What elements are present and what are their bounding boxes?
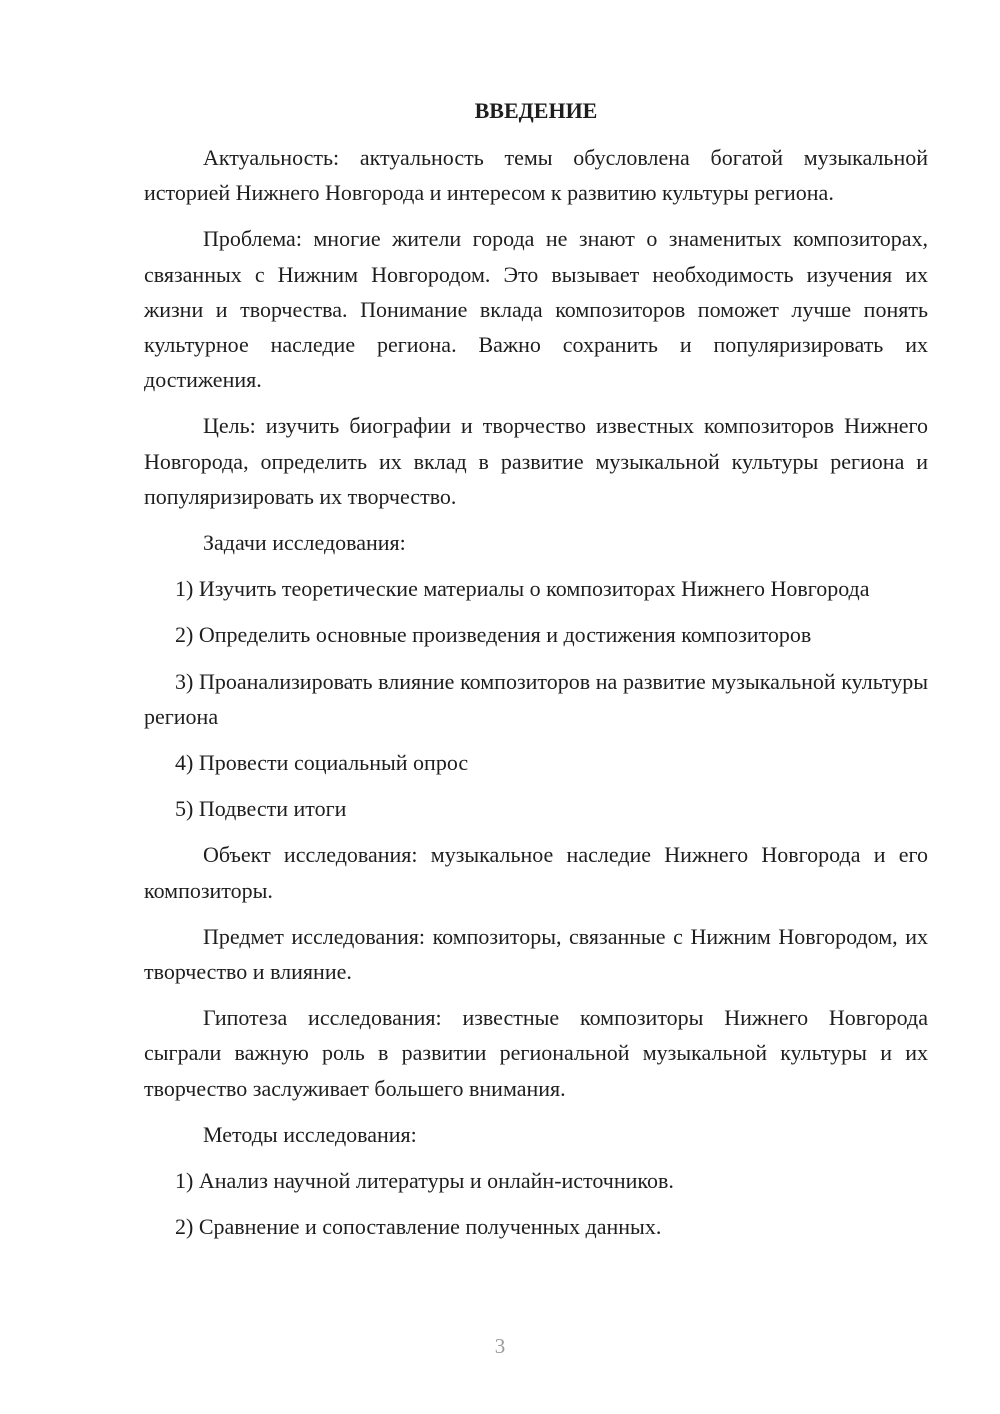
paragraph-subject: Предмет исследования: композиторы, связанные с Нижним Новгородом, их творчество и влияние. xyxy=(144,923,928,985)
page-number: 3 xyxy=(494,1334,506,1358)
tasks-heading: Задачи исследования: xyxy=(203,530,406,556)
section-title: ВВЕДЕНИЕ xyxy=(474,98,598,123)
method-item-1: 1) Анализ научной литературы и онлайн-источников. xyxy=(175,1168,674,1194)
paragraph-relevance: Актуальность: актуальность темы обусловлена богатой музыкальной историей Нижнего Новгорода и интересом к развитию культуры региона. xyxy=(144,145,928,206)
task-item-1: 1) Изучить теоретические материалы о композиторах Нижнего Новгорода xyxy=(175,576,870,602)
paragraph-problem: Проблема: многие жители города не знают о знаменитых композиторах, связанных с Нижним Новгородом. Это вызывает необходимость изучения их жизни и творчества. Понимание вклада композиторов поможет лучше понять культурное наследие региона. Важно сохранить и популяризировать их достижения. xyxy=(144,226,928,393)
paragraph-object: Объект исследования: музыкальное наследие Нижнего Новгорода и его композиторы. xyxy=(144,842,928,903)
document-body xyxy=(144,96,928,1255)
paragraph-hypothesis: Гипотеза исследования: известные композиторы Нижнего Новгорода сыграли важную роль в развитии региональной музыкальной культуры и их творчество заслуживает большего внимания. xyxy=(144,1005,928,1101)
task-item-2: 2) Определить основные произведения и достижения композиторов xyxy=(175,622,812,648)
method-item-2: 2) Сравнение и сопоставление полученных данных. xyxy=(175,1214,662,1240)
task-item-5: 5) Подвести итоги xyxy=(175,796,347,822)
task-item-4: 4) Провести социальный опрос xyxy=(175,750,469,776)
paragraph-goal: Цель: изучить биографии и творчество известных композиторов Нижнего Новгорода, определить их вклад в развитие музыкальной культуры региона и популяризировать их творчество. xyxy=(144,413,928,509)
task-item-3: 3) Проанализировать влияние композиторов на развитие музыкальной культуры региона xyxy=(144,668,928,729)
methods-heading: Методы исследования: xyxy=(203,1121,417,1147)
